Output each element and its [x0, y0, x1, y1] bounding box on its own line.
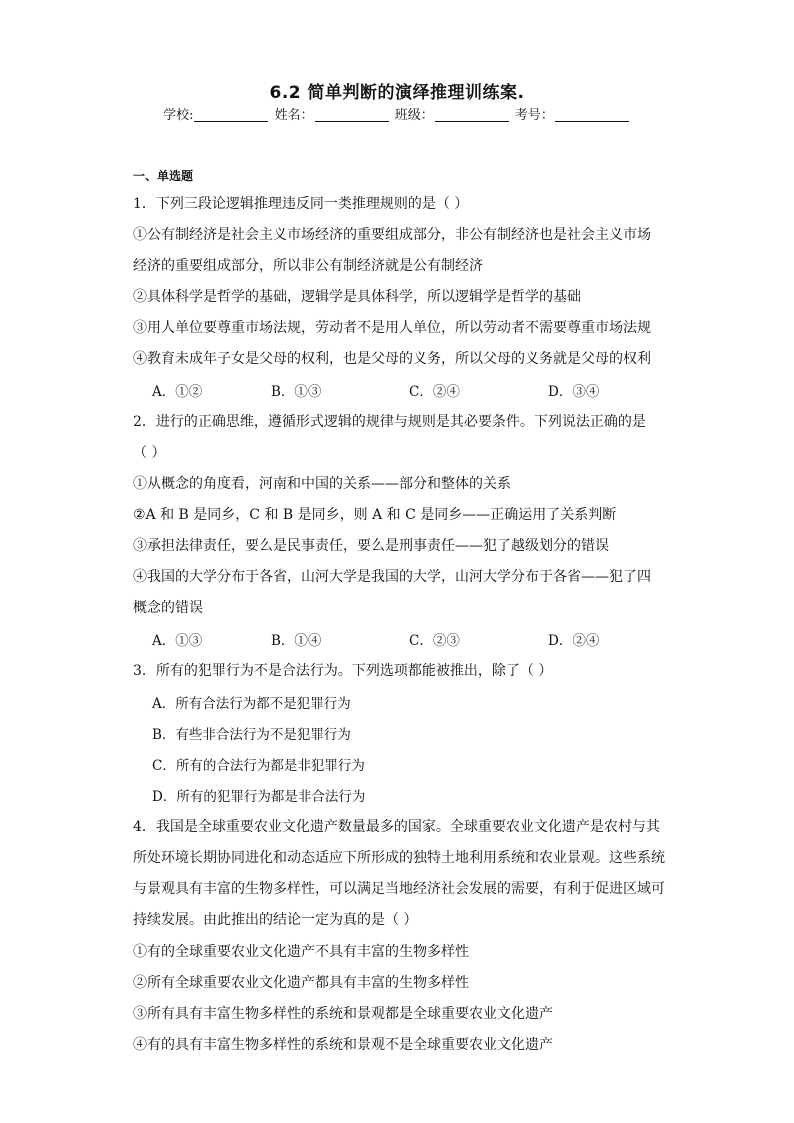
question-2-item: ③承担法律责任，要么是民事责任，要么是刑事责任——犯了越级划分的错误 [133, 538, 609, 554]
question-1-item: 经济的重要组成部分，所以非公有制经济就是公有制经济 [133, 258, 483, 274]
page-title: 6.2 简单判断的演绎推理训练案. [269, 83, 525, 103]
question-1-stem: 1．下列三段论逻辑推理违反同一类推理规则的是（ ） [133, 196, 469, 212]
question-2-item: ①从概念的角度看，河南和中国的关系——部分和整体的关系 [133, 476, 511, 492]
school-blank[interactable] [194, 107, 268, 122]
question-1-option-d[interactable]: D．③④ [548, 384, 600, 400]
question-4-stem: 4．我国是全球重要农业文化遗产数量最多的国家。全球重要农业文化遗产是农村与其 [133, 819, 660, 835]
question-2-item: ②A 和 B 是同乡，C 和 B 是同乡，则 A 和 C 是同乡——正确运用了关系判断 [133, 507, 617, 523]
question-2-stem: 2．进行的正确思维，遵循形式逻辑的规律与规则是其必要条件。下列说法正确的是 [133, 414, 646, 430]
question-2-option-a[interactable]: A．①③ [152, 633, 203, 649]
question-1-item: ①公有制经济是社会主义市场经济的重要组成部分，非公有制经济也是社会主义市场 [133, 227, 651, 243]
question-1-item: ③用人单位要尊重市场法规，劳动者不是用人单位，所以劳动者不需要尊重市场法规 [133, 320, 651, 336]
question-1-option-a[interactable]: A．①② [152, 384, 203, 400]
class-blank[interactable] [435, 107, 509, 122]
question-4-item: ①有的全球重要农业文化遗产不具有丰富的生物多样性 [133, 944, 469, 960]
name-blank[interactable] [315, 107, 389, 122]
question-3-option-a[interactable]: A．所有合法行为都不是犯罪行为 [152, 696, 351, 712]
question-1-item: ②具体科学是哲学的基础，逻辑学是具体科学，所以逻辑学是哲学的基础 [133, 289, 581, 305]
school-label: 学校: [163, 108, 194, 123]
question-1-option-b[interactable]: B．①③ [271, 384, 322, 400]
question-2-option-c[interactable]: C．②③ [409, 633, 460, 649]
question-2-option-d[interactable]: D．②④ [548, 633, 600, 649]
question-1-item: ④教育未成年子女是父母的权利，也是父母的义务，所以父母的义务就是父母的权利 [133, 351, 651, 367]
question-2-option-b[interactable]: B．①④ [271, 633, 322, 649]
exam-number-blank[interactable] [555, 107, 629, 122]
question-1-option-c[interactable]: C．②④ [409, 384, 460, 400]
question-4-stem: 与景观具有丰富的生物多样性，可以满足当地经济社会发展的需要，有利于促进区域可 [133, 881, 665, 897]
student-info-row [0, 104, 794, 123]
question-3-option-c[interactable]: C．所有的合法行为都是非犯罪行为 [152, 758, 365, 774]
question-3-stem: 3．所有的犯罪行为不是合法行为。下列选项都能被推出，除了（ ） [133, 663, 553, 679]
class-label: 班级： [394, 108, 434, 123]
question-4-item: ④有的具有丰富生物多样性的系统和景观不是全球重要农业文化遗产 [133, 1037, 553, 1053]
question-4-stem: 持续发展。由此推出的结论一定为真的是（ ） [133, 912, 418, 928]
question-2-stem-continued: （ ） [133, 445, 166, 461]
section-heading: 一、单选题 [133, 169, 194, 183]
question-3-option-b[interactable]: B．有些非合法行为不是犯罪行为 [152, 727, 351, 743]
question-4-item: ③所有具有丰富生物多样性的系统和景观都是全球重要农业文化遗产 [133, 1006, 553, 1022]
name-label: 姓名： [274, 108, 314, 123]
question-4-stem: 所处环境长期协同进化和动态适应下所形成的独特土地利用系统和农业景观。这些系统 [133, 850, 665, 866]
exam-number-label: 考号： [514, 108, 554, 123]
question-4-item: ②所有全球重要农业文化遗产都具有丰富的生物多样性 [133, 975, 469, 991]
question-2-item: 概念的错误 [133, 600, 203, 616]
question-3-option-d[interactable]: D．所有的犯罪行为都是非合法行为 [152, 789, 366, 805]
question-2-item: ④我国的大学分布于各省，山河大学是我国的大学，山河大学分布于各省——犯了四 [133, 569, 651, 585]
